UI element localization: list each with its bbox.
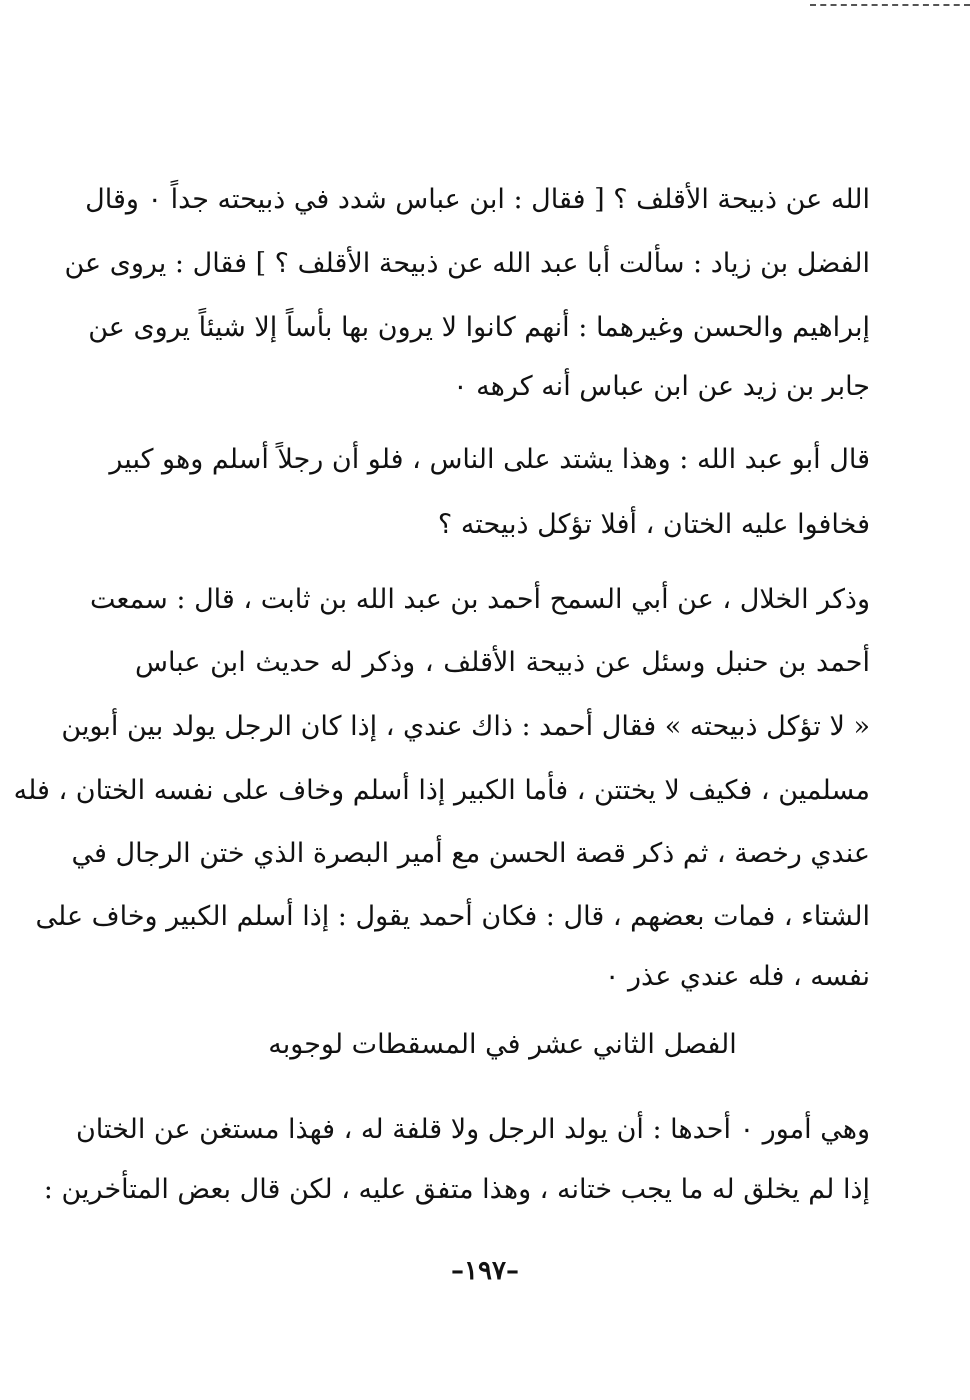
text-line: الفضل بن زياد : سألت أبا عبد الله عن ذبيحة الأقلف ؟ ] فقال : يروى عن — [64, 248, 870, 279]
text-line: نفسه ، فله عندي عذر ٠ — [604, 961, 870, 992]
text-line: إذا لم يخلق له ما يجب ختانه ، وهذا متفق عليه ، لكن قال بعض المتأخرين : — [43, 1174, 870, 1205]
section-heading: الفصل الثاني عشر في المسقطات لوجوبه — [268, 1029, 737, 1060]
text-line: الشتاء ، فمات بعضهم ، قال : فكان أحمد يقول : إذا أسلم الكبير وخاف على — [35, 901, 870, 932]
page-body — [13, 0, 870, 1400]
text-line: وذكر الخلال ، عن أبي السمح أحمد بن عبد الله بن ثابت ، قال : سمعت — [90, 584, 870, 615]
text-line: وهي أمور ٠ أحدها : أن يولد الرجل ولا قلفة له ، فهذا مستغن عن الختان — [75, 1114, 870, 1145]
text-line: مسلمين ، فكيف لا يختتن ، فأما الكبير إذا أسلم وخاف على نفسه الختان ، فله — [13, 775, 870, 806]
text-line: عندي رخصة ، ثم ذكر قصة الحسن مع أمير البصرة الذي ختن الرجال في — [71, 838, 870, 869]
text-line: قال أبو عبد الله : وهذا يشتد على الناس ، فلو أن رجلاً أسلم وهو كبير — [109, 444, 870, 475]
text-line: إبراهيم والحسن وغيرهما : أنهم كانوا لا يرون بها بأساً إلا شيئاً يروى عن — [88, 312, 870, 343]
page-number: –١٩٧– — [451, 1256, 519, 1286]
text-line: « لا تؤكل ذبيحته » فقال أحمد : ذاك عندي ، إذا كان الرجل يولد بين أبوين — [61, 711, 870, 742]
text-line: فخافوا عليه الختان ، أفلا تؤكل ذبيحته ؟ — [437, 509, 870, 540]
text-line: أحمد بن حنبل وسئل عن ذبيحة الأقلف ، وذكر له حديث ابن عباس — [135, 647, 870, 678]
text-line: جابر بن زيد عن ابن عباس أنه كرهه ٠ — [453, 371, 870, 402]
text-line: الله عن ذبيحة الأقلف ؟ [ فقال : ابن عباس شدد في ذبيحته جداً ٠ وقال — [85, 184, 870, 215]
